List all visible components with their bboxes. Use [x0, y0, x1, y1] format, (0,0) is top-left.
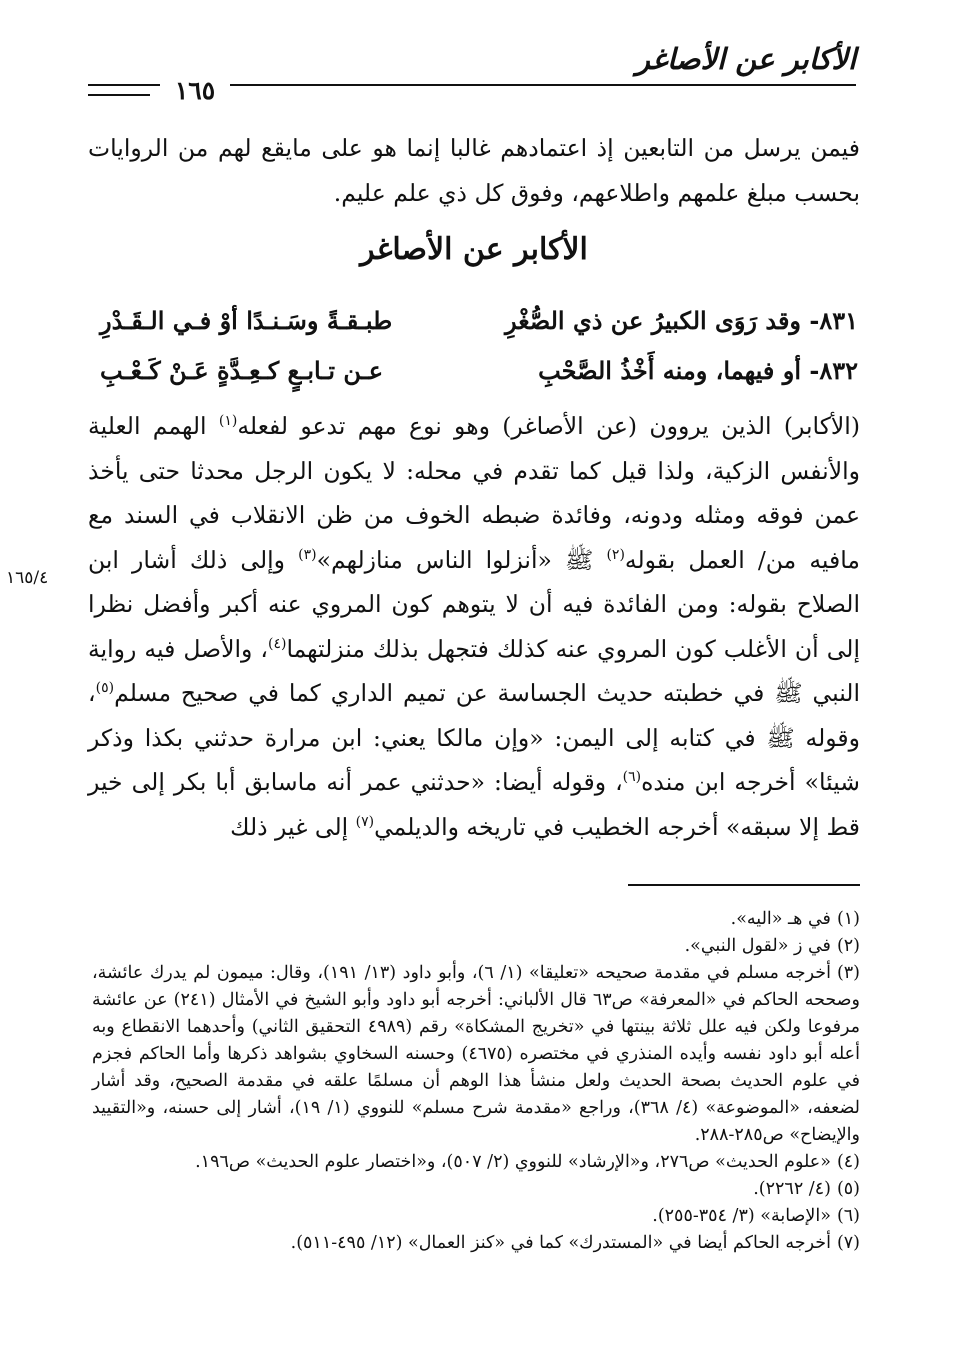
commentary-text: ، وقوله أيضا: «حدثني عمر أنه ماسابق أبا بكر إلى خير قط إلا سبقه» أخرجه الخطيب في تاريخه والديلمي: [88, 768, 860, 841]
footnote-reference: (٥): [95, 680, 115, 697]
footnote-number: (٥): [836, 1179, 860, 1199]
footnote-number: (١): [836, 909, 860, 929]
footnote-item: [92, 1149, 860, 1176]
commentary-text: ، والأصل فيه رواية النبي ﷺ في خطبته حديث الجساسة عن تميم الداري كما في صحيح مسلم: [88, 634, 860, 707]
footnote-reference: (٦): [622, 769, 642, 786]
footnote-number: (٤): [836, 1152, 860, 1172]
page-number: ١٦٥: [160, 76, 230, 105]
footnote-item: [92, 906, 860, 933]
running-title: الأكابر عن الأصاغر: [635, 42, 856, 76]
footnote-item: [92, 1230, 860, 1257]
page-number-dash: [88, 94, 150, 96]
footnote-text: أخرجه الحاكم أيضا في «المستدرك» كما في «كنز العمال» (١٢/ ٤٩٥-٥١١).: [290, 1233, 831, 1253]
commentary-text: (الأكابر) الذين يروون (عن الأصاغر) وهو نوع مهم تدعو لفعله: [237, 412, 861, 440]
footnote-item: [92, 960, 860, 1149]
footnote-number: (٧): [836, 1233, 860, 1253]
footnote-text: «الإصابة» (٣/ ٣٥٤-٢٥٥).: [652, 1206, 831, 1226]
commentary-text: الهمم العلية والأنفس الزكية، ولذا قيل كما تقدم في محله: لا يكون الرجل محدثا حتى يأخذ عمن فوقه ومثله ودونه، وفائدة ضبطه الخوف من ظن الانقلاب في السند مع مافيه من/ العمل بقوله: [88, 412, 860, 574]
footnote-reference: (٢): [606, 546, 625, 563]
footnote-item: [92, 1176, 860, 1203]
footnote-reference: (١): [218, 413, 238, 430]
footnote-number: (٢): [836, 936, 860, 956]
commentary-text: وإلى ذلك أشار ابن الصلاح بقوله: ومن الفائدة فيه أن لا يتوهم كون المروي عنه أكبر وأفضل نظرا إلى أن الأغلب كون المروي عنه كذلك فتجهل بذلك منزلتهما: [88, 545, 860, 663]
commentary-text: ، وقوله ﷺ في كتابه إلى اليمن: «وإن مالكا يعني: ابن مرارة حدثني بكذا وذكر شيئا» أخرجه ابن منده: [88, 679, 860, 796]
footnote-rule: [628, 884, 860, 886]
footnote-number: (٦): [836, 1206, 860, 1226]
footnote-reference: (٣): [298, 546, 317, 563]
footnote-text: أخرجه مسلم في مقدمة صحيحه «تعليقا» (١/ ٦)، وأبو داود (١٣/ ١٩١)، وقال: ميمون لم يدرك عائشة، وصححه الحاكم في «المعرفة» ص٦٣ قال الألباني: أخرجه أبو داود وأبو الشيخ في الأمثال (٢٤١) عن عائشة مرفوعا ولكن فيه علل ثلاثة بينتها في «تخريج المشكاة» رقم (٤٩٨٩ التحقيق الثاني) وأحدهما الانقطاع وبه أعله أبو داود نفسه وأيده المنذري في مختصره (٤٦٧٥) وحسنه السخاوي بشواهد ذكرها وأما الحاكم فجزم في علوم الحديث بصحة الحديث ولعل منشأ هذا الوهم أن مسلمًا علقه في مقدمة الصحيح، وقد أشار لضعفه، «الموضوعة» (٤/ ٣٦٨)، وراجع «مقدمة شرح مسلم» للنووي (١/ ١٩)، أشار إلى حسنه، و«التقييد والإيضاح» ص٢٨٥-٢٨٨.: [92, 963, 861, 1145]
footnote-reference: (٤): [267, 635, 287, 652]
footnote-text: «علوم الحديث» ص٢٧٦، و«الإرشاد» للنووي (٢/ ٥٠٧)، و«اختصار علوم الحديث» ص١٩٦.: [195, 1152, 831, 1172]
verse-second-hemistich: عـن تـابـعٍ كـعِـدَّةٍ عَـنْ كَـعْـبِ: [100, 356, 384, 385]
margin-page-reference: ١٦٥/٤: [6, 568, 49, 588]
commentary-text: إلى غير ذلك: [230, 812, 356, 841]
footnote-text: (٤/ ٢٢٦٢).: [753, 1179, 831, 1199]
footnote-reference: (٧): [355, 813, 375, 830]
main-commentary: [88, 404, 860, 849]
verse-first-hemistich: ٨٣١- وقد رَوَى الكبيرُ عن ذي الصُّغْرِ: [504, 306, 858, 335]
footnote-text: في ز «لقول النبي».: [684, 936, 831, 956]
verse-second-hemistich: طبـقـةً وسَـنـدًا أوْ فـي الـقَـدْرِ: [100, 306, 393, 335]
intro-paragraph: فيمن يرسل من التابعين إذ اعتمادهم غالبا إنما هو على مايقع لهم من الروايات بحسب مبلغ علمهم واطلاعهم، وفوق كل ذي علم عليم.: [88, 134, 860, 207]
footnote-text: في هـ «اليه».: [730, 909, 831, 929]
footnote-item: [92, 1203, 860, 1230]
footnotes-list: [92, 906, 860, 1257]
page-number-block: [88, 76, 228, 110]
commentary-text: ﷺ «أنزلوا الناس منازلهم»: [316, 545, 607, 574]
verse-832: [100, 356, 858, 396]
verse-831: [100, 306, 858, 346]
footnote-item: [92, 933, 860, 960]
footnote-number: (٣): [836, 963, 860, 983]
section-heading: الأكابر عن الأصاغر: [360, 232, 588, 267]
verse-first-hemistich: ٨٣٢- أو فيهما، ومنه أَخْذُ الصَّحْبِ: [538, 356, 858, 385]
